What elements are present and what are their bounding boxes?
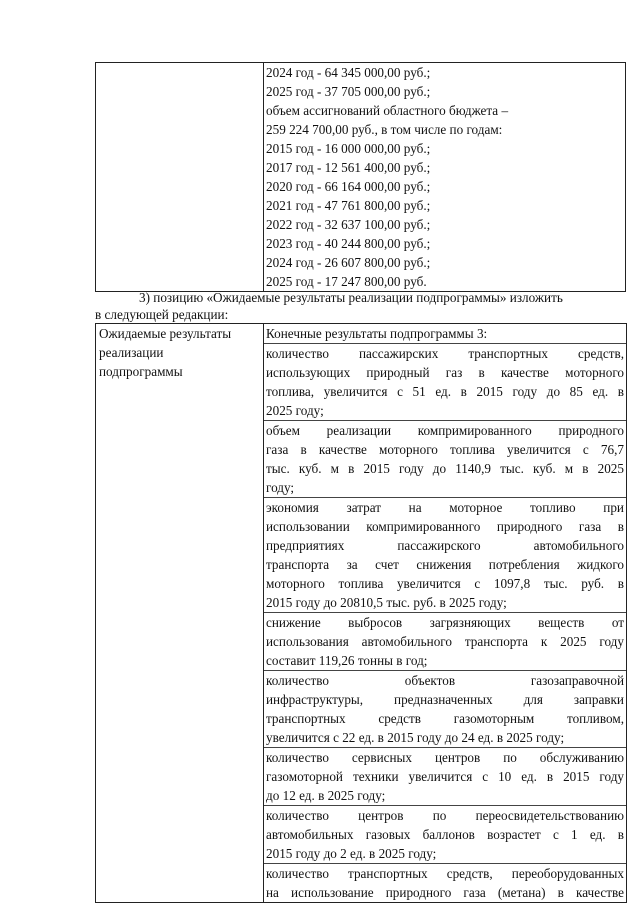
result-line: использующих природный газ в качестве моторного (266, 365, 624, 380)
funding-line: 2024 год - 64 345 000,00 руб.; (266, 65, 431, 80)
funding-line: 259 224 700,00 руб., в том числе по годам: (266, 122, 503, 137)
funding-line: 2023 год - 40 244 800,00 руб.; (266, 236, 431, 251)
result-line: количество пассажирских транспортных средств, (266, 346, 624, 361)
results-label-line: Ожидаемые результаты (99, 326, 232, 341)
results-row (96, 324, 627, 903)
result-line: на использование природного газа (метана) в качестве (266, 885, 624, 900)
amendment-paragraph-cont (95, 306, 228, 323)
result-line: топлива, увеличится с 51 ед. в 2015 году до 85 ед. в (266, 384, 624, 399)
results-label-cell (96, 324, 264, 903)
result-line: увеличится с 22 ед. в 2015 году до 24 ед. в 2025 году; (266, 730, 565, 745)
result-line: автомобильных газовых баллонов возрастет с 1 ед. в (266, 827, 624, 842)
result-line: экономия затрат на моторное топливо при (266, 500, 624, 515)
funding-line: 2025 год - 17 247 800,00 руб. (266, 274, 427, 289)
results-content-cell (264, 324, 627, 903)
result-line: 2015 году до 20810,5 тыс. руб. в 2025 году; (266, 595, 507, 610)
result-line: использовании компримированного природного газа в (266, 519, 624, 534)
result-line: количество объектов газозаправочной (266, 673, 624, 688)
result-line: 2025 году; (266, 403, 324, 418)
funding-line: 2015 год - 16 000 000,00 руб.; (266, 141, 431, 156)
result-line: предприятиях пассажирского автомобильного (266, 538, 624, 553)
funding-row (96, 63, 626, 292)
result-item-converted-vehicles (264, 863, 626, 902)
results-table (95, 323, 627, 903)
amendment-paragraph (95, 289, 631, 306)
result-line: количество сервисных центров по обслуживанию (266, 750, 624, 765)
result-line: составит 119,26 тонны в год; (266, 653, 428, 668)
result-line: газа в качестве моторного топлива увеличится с 76,7 (266, 442, 624, 457)
funding-line: 2025 год - 37 705 000,00 руб.; (266, 84, 431, 99)
funding-line: 2020 год - 66 164 000,00 руб.; (266, 179, 431, 194)
result-line: до 12 ед. в 2025 году; (266, 788, 386, 803)
result-item-emissions (264, 612, 626, 670)
result-line: году; (266, 480, 295, 495)
funding-line: 2022 год - 32 637 100,00 руб.; (266, 217, 431, 232)
result-line: моторного топлива увеличится с 1097,8 тыс. руб. в (266, 576, 624, 591)
amendment-line-1: 3) позицию «Ожидаемые результаты реализации подпрограммы» изложить (139, 290, 563, 305)
result-line: снижение выбросов загрязняющих веществ от (266, 615, 624, 630)
result-line: количество транспортных средств, переоборудованных (266, 866, 624, 881)
funding-line: объем ассигнований областного бюджета – (266, 103, 509, 118)
result-item-fuel-savings (264, 497, 626, 612)
result-item-gas-sales (264, 420, 626, 497)
funding-line: 2017 год - 12 561 400,00 руб.; (266, 160, 431, 175)
amendment-line-2: в следующей редакции: (95, 307, 229, 322)
funding-line: 2021 год - 47 761 800,00 руб.; (266, 198, 431, 213)
results-label-line: реализации (99, 345, 164, 360)
funding-line: 2024 год - 26 607 800,00 руб.; (266, 255, 431, 270)
funding-label-cell (96, 63, 264, 292)
result-item-cylinder-centers (264, 805, 626, 863)
result-item-service-centers (264, 747, 626, 805)
funding-table (95, 62, 626, 292)
result-line: 2015 году до 2 ед. в 2025 году; (266, 846, 437, 861)
result-line: инфраструктуры, предназначенных для заправки (266, 692, 624, 707)
result-line: газомоторной техники увеличится с 10 ед. в 2015 году (266, 769, 624, 784)
result-line: количество центров по переосвидетельствованию (266, 808, 624, 823)
results-label-line: подпрограммы (99, 364, 183, 379)
results-heading: Конечные результаты подпрограммы 3: (266, 326, 488, 341)
result-line: транспорта за счет снижения потребления жидкого (266, 557, 624, 572)
result-line: использования автомобильного транспорта к 2025 году (266, 634, 624, 649)
result-line: тыс. куб. м в 2015 году до 1140,9 тыс. куб. м в 2025 (266, 461, 624, 476)
result-item-infrastructure (264, 670, 626, 747)
result-line: объем реализации компримированного природного (266, 423, 624, 438)
funding-values-cell (264, 63, 626, 292)
result-item-passenger-vehicles (264, 343, 626, 420)
result-line: транспортных средств газомоторным топливом, (266, 711, 624, 726)
